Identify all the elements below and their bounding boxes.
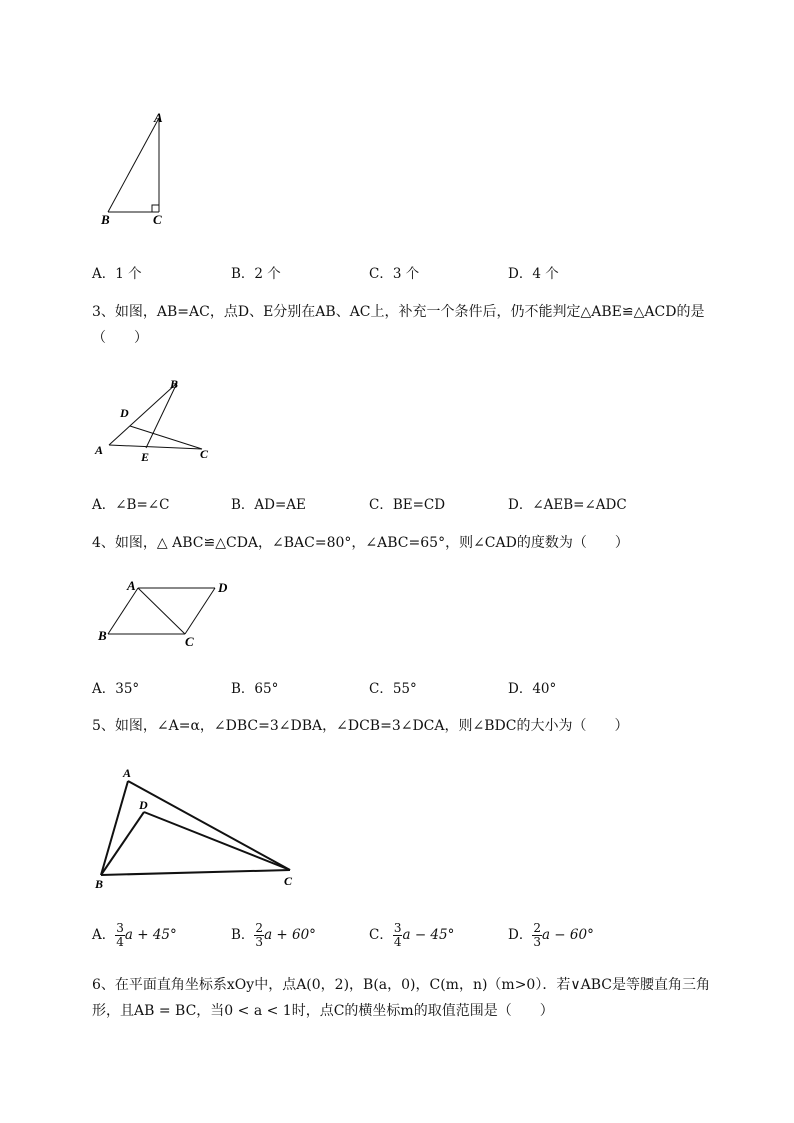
label-D: D	[218, 580, 228, 595]
q2-option-c: C．3 个	[369, 266, 420, 282]
label-E: E	[141, 450, 150, 464]
q5-option-a: A． $\frac{3}{4}$ a + 45°	[92, 921, 177, 949]
label-A: A	[154, 110, 163, 125]
q3-text-line1: 3、如图，AB=AC，点D、E分别在AB、AC上，补充一个条件后，仍不能判定△ABE≌△ACD的是	[92, 304, 705, 320]
q4-option-d: D．40°	[508, 681, 557, 697]
label-D: D	[139, 798, 148, 812]
figure-q4-parallelogram	[94, 578, 239, 652]
label-A: A	[95, 443, 104, 457]
fraction: $\frac{2}{3}$	[255, 921, 264, 949]
q2-option-a: A．1 个	[92, 266, 142, 282]
q4-option-c: C．55°	[369, 681, 417, 697]
label-B: B	[101, 212, 110, 227]
label-D: D	[120, 406, 129, 420]
q5-option-b: B． $\frac{2}{3}$ a + 60°	[231, 921, 316, 949]
label-A: A	[123, 766, 132, 780]
label-C: C	[153, 212, 162, 227]
q6-text-line1: 6、在平面直角坐标系xOy中，点A(0，2)，B(a，0)，C(m，n)（m>0）．若∨ABC是等腰直角三角	[92, 977, 710, 993]
fraction: $\frac{2}{3}$	[533, 921, 541, 949]
label-B: B	[95, 877, 104, 891]
label-C: C	[185, 634, 194, 649]
label-B: B	[98, 628, 107, 643]
q4-option-b: B．65°	[231, 681, 279, 697]
figure-q5-triangle	[90, 762, 305, 892]
q3-option-b: B．AD=AE	[231, 497, 306, 513]
q3-text-line2: （ ）	[92, 330, 148, 346]
label-A: A	[127, 578, 136, 593]
q3-option-c: C．BE=CD	[369, 497, 446, 513]
fraction: $\frac{3}{4}$	[393, 921, 402, 949]
q4-option-a: A．35°	[92, 681, 140, 697]
q5-option-d: D． $\frac{2}{3}$ a − 60°	[508, 921, 594, 949]
q4-text: 4、如图，△ ABC≌△CDA，∠BAC=80°，∠ABC=65°，则∠CAD的度数为（ ）	[92, 535, 629, 551]
label-C: C	[284, 874, 293, 888]
q3-option-a: A．∠B=∠C	[92, 497, 170, 513]
label-C: C	[200, 447, 209, 461]
figure-right-triangle	[95, 108, 175, 230]
label-B: B	[170, 377, 179, 391]
q2-option-b: B．2 个	[231, 266, 281, 282]
q5-text: 5、如图，∠A=α，∠DBC=3∠DBA，∠DCB=3∠DCA，则∠BDC的大小为（ ）	[92, 718, 629, 734]
fraction: $\frac{3}{4}$	[116, 921, 124, 949]
q5-option-c: C． $\frac{3}{4}$ a − 45°	[369, 921, 455, 949]
q6-text-line2: 形，且AB = BC，当0 < a < 1时，点C的横坐标m的取值范围是（ ）	[92, 1003, 554, 1019]
q2-option-d: D．4 个	[508, 266, 559, 282]
q3-option-d: D．∠AEB=∠ADC	[508, 497, 627, 513]
figure-q3-triangles	[90, 372, 220, 464]
